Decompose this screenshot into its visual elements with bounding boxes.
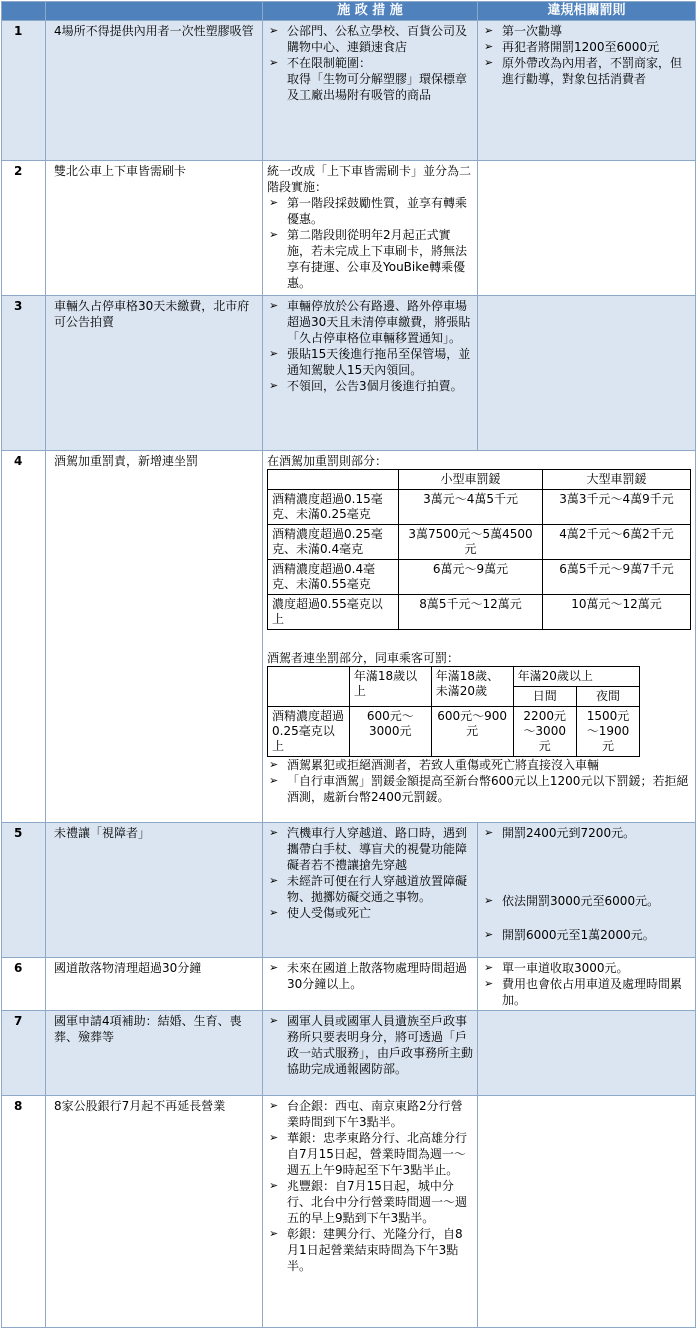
table-row [2, 161, 696, 296]
inner-cell: 3萬3千元～4萬9千元 [542, 490, 690, 525]
row-item: 酒駕加重罰責，新增連坐罰 [46, 451, 263, 823]
inner-cell: 4萬2千元～6萬2千元 [542, 525, 690, 560]
row-penalties [478, 21, 696, 161]
inner-cell: 600元～900元 [431, 707, 513, 757]
list-item: ➢ 國軍人員或國軍人員遺族至戶政事務所只要表明身分，將可透過「戶政一站式服務」，由戶政事務所主動協助完成通報國防部。 [267, 1013, 473, 1077]
list-item: ➢ 「自行車酒駕」罰鍰金額提高至新台幣600元以上1200元以下罰鍰；若拒絕酒測，處新台幣2400元罰鍰。 [267, 773, 691, 805]
row-number: 3 [2, 296, 46, 451]
inner-cell [268, 667, 350, 707]
inner-cell: 8萬5千元～12萬元 [399, 595, 543, 630]
header-penalties: 違規相關罰則 [478, 2, 696, 21]
inner-cell: 濃度超過0.55毫克以上 [268, 595, 399, 630]
list-item: ➢ 依法開罰3000元至6000元。 [482, 893, 691, 909]
inner-header: 大型車罰鍰 [542, 470, 690, 490]
header-num [2, 2, 46, 21]
table-row [2, 823, 696, 958]
row-measures [263, 451, 696, 823]
row-number: 8 [2, 1096, 46, 1328]
row-penalties [478, 161, 696, 296]
list-item: ➢ 不領回，公告3個月後進行拍賣。 [267, 378, 473, 394]
inner-header: 年滿18歲以上 [349, 667, 431, 707]
inner-cell: 3萬元～4萬5千元 [399, 490, 543, 525]
inner-cell [268, 470, 399, 490]
passenger-fine-table [267, 666, 640, 757]
table-row [2, 451, 696, 823]
row-item: 車輛久占停車格30天未繳費，北市府可公告拍賣 [46, 296, 263, 451]
list-item: ➢ 第二階段則從明年2月起正式實施，若未完成上下車刷卡，將無法享有捷運、公車及YouBike轉乘優惠。 [267, 227, 473, 291]
list-item: ➢ 車輛停放於公有路邊、路外停車場超過30天且未清停車繳費，將張貼「久占停車格位車輛移置通知」。 [267, 298, 473, 346]
row-measures [263, 21, 478, 161]
row-item: 8家公股銀行7月起不再延長營業 [46, 1096, 263, 1328]
inner-cell: 酒精濃度超過0.15毫克、未滿0.25毫克 [268, 490, 399, 525]
row-number: 7 [2, 1011, 46, 1096]
row-measures [263, 161, 478, 296]
list-item: ➢ 開罰6000元至1萬2000元。 [482, 927, 691, 943]
row-item: 雙北公車上下車皆需刷卡 [46, 161, 263, 296]
list-item: ➢ 原外帶改為內用者，不罰商家，但進行勸導，對象包括消費者 [482, 55, 691, 87]
list-item: ➢ 開罰2400元到7200元。 [482, 825, 691, 841]
list-item: ➢ 使人受傷或死亡 [267, 905, 473, 921]
list-item: ➢ 兆豐銀：自7月15日起，城中分行、北台中分行營業時間週一～週五的早上9點到下午3點半。 [267, 1178, 473, 1226]
row-penalties [478, 1096, 696, 1328]
inner-cell: 1500元～1900元 [576, 707, 639, 757]
header-row [2, 2, 696, 21]
row-item: 4場所不得提供內用者一次性塑膠吸管 [46, 21, 263, 161]
inner-cell: 2200元～3000元 [513, 707, 576, 757]
table-row [2, 1096, 696, 1328]
row-measures [263, 958, 478, 1011]
list-item: ➢ 汽機車行人穿越道、路口時，遇到攜帶白手杖、導盲犬的視覺功能障礙者若不禮讓搶先穿越 [267, 825, 473, 873]
list-item: ➢ 費用也會依占用車道及處理時間累加。 [482, 976, 691, 1008]
inner-cell: 10萬元～12萬元 [542, 595, 690, 630]
row-measures [263, 1011, 478, 1096]
policy-table [1, 1, 696, 1328]
inner-cell: 6萬元～9萬元 [399, 560, 543, 595]
row-item: 國道散落物清理超過30分鐘 [46, 958, 263, 1011]
row-number: 5 [2, 823, 46, 958]
list-item: ➢ 未來在國道上散落物處理時間超過30分鐘以上。 [267, 960, 473, 992]
row-number: 4 [2, 451, 46, 823]
list-item: ➢ 第一階段採鼓勵性質，並享有轉乘優惠。 [267, 195, 473, 227]
row-intro: 在酒駕加重罰則部分： [267, 454, 388, 468]
list-item: ➢ 公部門、公私立學校、百貨公司及購物中心、連鎖速食店 [267, 23, 473, 55]
row-number: 6 [2, 958, 46, 1011]
list-item: ➢ 單一車道收取3000元。 [482, 960, 691, 976]
list-item: ➢ 第一次勸導 [482, 23, 691, 39]
list-item: ➢ 彰銀：建興分行、光隆分行，自8月1日起營業結束時間為下午3點半。 [267, 1226, 473, 1274]
inner-header: 日間 [513, 687, 576, 707]
list-item: ➢ 未經許可便在行人穿越道放置障礙物、拋擲妨礙交通之事物。 [267, 873, 473, 905]
inner-header: 夜間 [576, 687, 639, 707]
inner-header: 年滿18歲、未滿20歲 [431, 667, 513, 707]
list-item: ➢ 再犯者將開罰1200至6000元 [482, 39, 691, 55]
row-item: 國軍申請4項補助：結婚、生育、喪葬、殮葬等 [46, 1011, 263, 1096]
dui-fine-table [267, 469, 691, 630]
table-row [2, 1011, 696, 1096]
list-item: ➢ 不在限制範圍： [267, 55, 473, 71]
header-item [46, 2, 263, 21]
row-item: 未禮讓「視障者」 [46, 823, 263, 958]
row-measures [263, 1096, 478, 1328]
list-item: ➢ 酒駕累犯或拒絕酒測者，若致人重傷或死亡將直接沒入車輛 [267, 757, 691, 773]
row-intro: 統一改成「上下車皆需刷卡」並分為二階段實施： [267, 164, 472, 194]
inner-cell: 酒精濃度超過0.25毫克以上 [268, 707, 350, 757]
row-penalties [478, 823, 696, 958]
header-measures: 施 政 措 施 [263, 2, 478, 21]
inner-cell: 6萬5千元～9萬7千元 [542, 560, 690, 595]
table-row [2, 21, 696, 161]
row-penalties [478, 1011, 696, 1096]
inner-header: 年滿20歲以上 [513, 667, 640, 687]
list-subtext: 取得「生物可分解塑膠」環保標章及工廠出場附有吸管的商品 [287, 72, 468, 102]
row-measures [263, 823, 478, 958]
row-number: 2 [2, 161, 46, 296]
list-item: ➢ 台企銀：西屯、南京東路2分行營業時間到下午3點半。 [267, 1098, 473, 1130]
inner-cell: 600元～3000元 [349, 707, 431, 757]
table-row [2, 296, 696, 451]
row-intro: 酒駕者連坐罰部分，同車乘客可罰： [267, 651, 460, 665]
list-item: ➢ 張貼15天後進行拖吊至保管場，並通知駕駛人15天內領回。 [267, 346, 473, 378]
inner-cell: 酒精濃度超過0.4毫克、未滿0.55毫克 [268, 560, 399, 595]
inner-cell: 3萬7500元～5萬4500元 [399, 525, 543, 560]
inner-header: 小型車罰鍰 [399, 470, 543, 490]
inner-cell: 酒精濃度超過0.25毫克、未滿0.4毫克 [268, 525, 399, 560]
list-item: ➢ 華銀：忠孝東路分行、北高雄分行自7月15日起，營業時間為週一～週五上午9時起至下午3點半止。 [267, 1130, 473, 1178]
row-penalties [478, 296, 696, 451]
row-number: 1 [2, 21, 46, 161]
row-penalties [478, 958, 696, 1011]
row-measures [263, 296, 478, 451]
table-row [2, 958, 696, 1011]
